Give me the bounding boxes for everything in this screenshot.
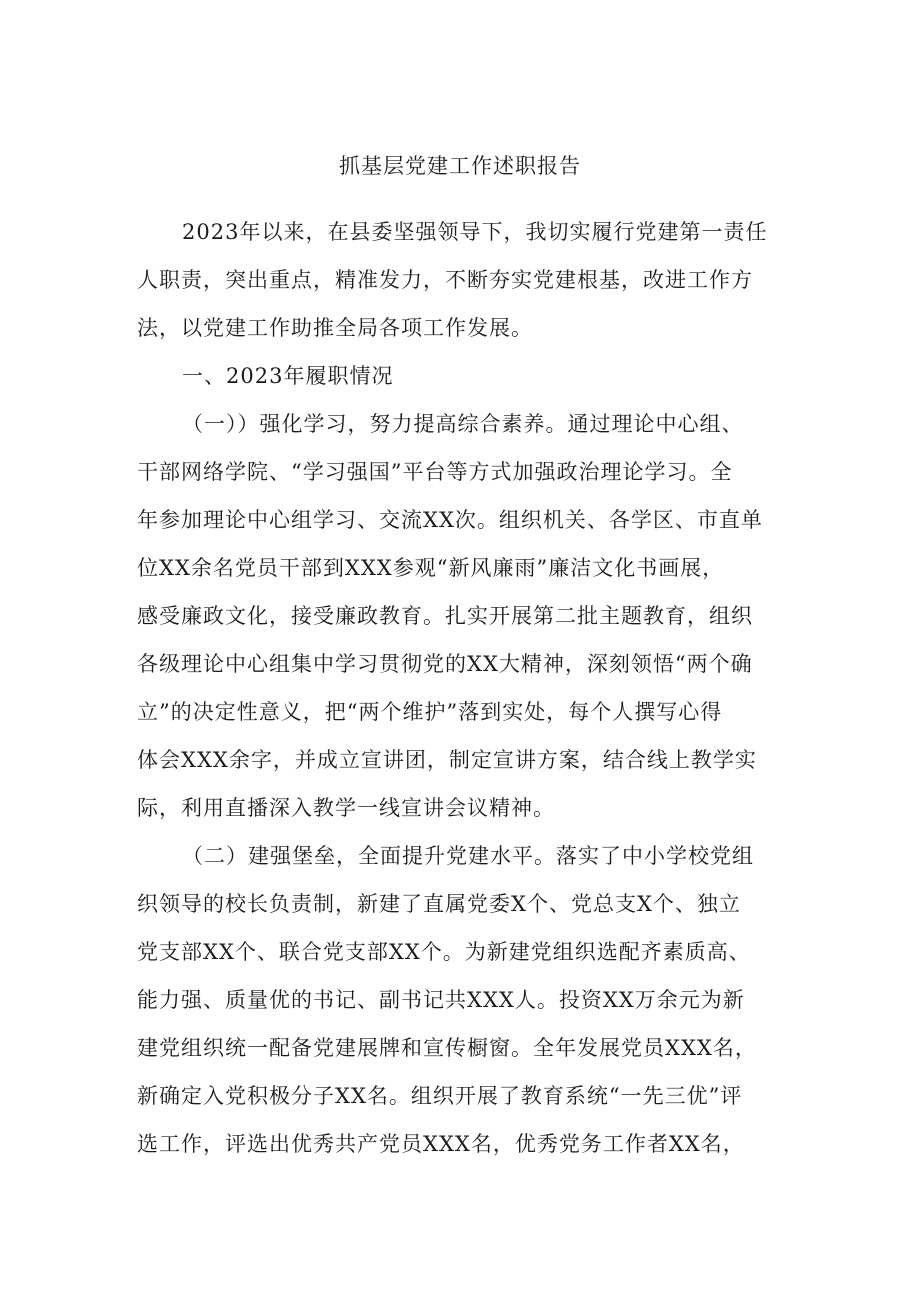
paragraph-line: 选工作，评选出优秀共产党员XXX名，优秀党务工作者XX名， <box>137 1132 745 1156</box>
paragraph-line: 干部网络学院、“学习强国”平台等方式加强政治理论学习。全 <box>137 460 733 484</box>
paragraph-line: 党支部XX个、联合党支部XX个。为新建党组织选配齐素质高、 <box>137 940 751 964</box>
paragraph-line: 人职责，突出重点，精准发力，不断夯实党建根基，改进工作方 <box>137 268 753 292</box>
paragraph-line: （二）建强堡垒，全面提升党建水平。落实了中小学校党组 <box>182 844 754 868</box>
paragraph-line: 建党组织统一配备党建展牌和宣传橱窗。全年发展党员XXX名， <box>137 1036 757 1060</box>
paragraph-line: 体会XXX余字，并成立宣讲团，制定宣讲方案，结合线上教学实 <box>137 748 757 772</box>
section-heading: 一、2023年履职情况 <box>182 364 394 388</box>
paragraph-line: 能力强、质量优的书记、副书记共XXX人。投资XX万余元为新 <box>137 988 745 1012</box>
paragraph-line: 年参加理论中心组学习、交流XX次。组织机关、各学区、市直单 <box>137 508 763 532</box>
paragraph-line: 各级理论中心组集中学习贯彻党的XX大精神，深刻领悟“两个确 <box>137 652 753 676</box>
paragraph-line: 新确定入党积极分子XX名。组织开展了教育系统“一先三优”评 <box>137 1084 743 1108</box>
paragraph-line: 2023年以来，在县委坚强领导下，我切实履行党建第一责任 <box>182 220 768 244</box>
paragraph-line: 际，利用直播深入教学一线宣讲会议精神。 <box>137 796 555 820</box>
paragraph-line: 位XX余名党员干部到XXX参观“新风廉雨”廉洁文化书画展， <box>137 556 725 580</box>
paragraph-line: 法，以党建工作助推全局各项工作发展。 <box>137 316 533 340</box>
paragraph-line: （一））强化学习，努力提高综合素养。通过理论中心组、 <box>182 412 744 436</box>
document-title: 抓基层党建工作述职报告 <box>339 154 581 178</box>
paragraph-line: 立”的决定性意义，把“两个维护”落到实处，每个人撰写心得 <box>137 700 723 724</box>
paragraph-line: 织领导的校长负责制，新建了直属党委X个、党总支X个、独立 <box>137 892 741 916</box>
paragraph-line: 感受廉政文化，接受廉政教育。扎实开展第二批主题教育，组织 <box>137 604 753 628</box>
